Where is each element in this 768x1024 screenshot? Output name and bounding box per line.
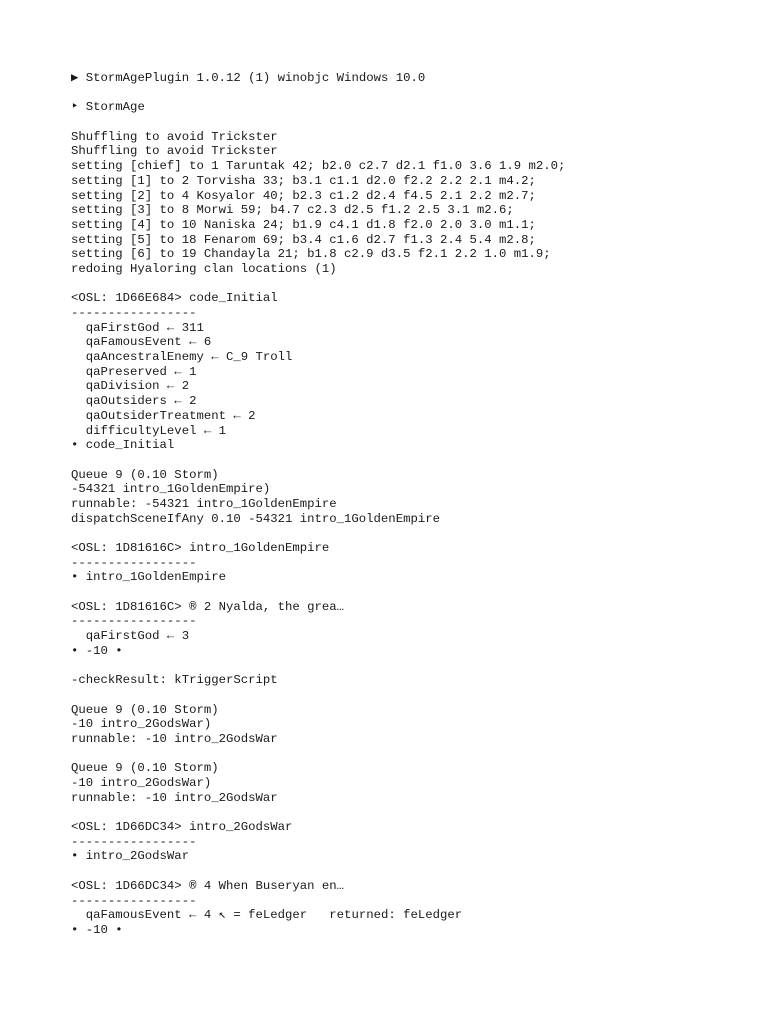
blank-line — [71, 526, 758, 541]
log-line: qaFirstGod ← 311 — [71, 320, 204, 335]
log-line: ----------------- — [71, 893, 197, 908]
blank-line — [71, 86, 758, 101]
blank-line — [71, 747, 758, 762]
blank-line — [71, 805, 758, 820]
log-line: difficultyLevel ← 1 — [71, 423, 226, 438]
log-line: • -10 • — [71, 922, 123, 937]
log-line: setting [6] to 19 Chandayla 21; b1.8 c2.9 d3.5 f2.1 2.2 1.0 m1.9; — [71, 247, 551, 262]
log-line: • intro_2GodsWar — [71, 849, 190, 864]
log-line: Shuffling to avoid Trickster — [71, 129, 278, 144]
log-line: -checkResult: kTriggerScript — [71, 673, 278, 688]
log-line: qaPreserved ← 1 — [71, 364, 197, 379]
log-line: runnable: -10 intro_2GodsWar — [71, 731, 278, 746]
log-line: -54321 intro_1GoldenEmpire) — [71, 482, 271, 497]
log-line: ----------------- — [71, 834, 197, 849]
log-line: • -10 • — [71, 643, 123, 658]
log-line: Shuffling to avoid Trickster — [71, 144, 278, 159]
log-line: runnable: -10 intro_2GodsWar — [71, 790, 278, 805]
log-line: <OSL: 1D66DC34> ® 4 When Buseryan en… — [71, 878, 345, 893]
log-line: redoing Hyaloring clan locations (1) — [71, 261, 337, 276]
log-line: <OSL: 1D81616C> intro_1GoldenEmpire — [71, 541, 330, 555]
log-line: ▶ StormAgePlugin 1.0.12 (1) winobjc Windows 10.0 — [71, 71, 426, 85]
blank-line — [71, 688, 758, 703]
log-line: setting [4] to 10 Naniska 24; b1.9 c4.1 d1.8 f2.0 2.0 3.0 m1.1; — [71, 217, 536, 232]
log-line: <OSL: 1D66DC34> intro_2GodsWar — [71, 820, 293, 835]
log-line: setting [2] to 4 Kosyalor 40; b2.3 c1.2 d2.4 f4.5 2.1 2.2 m2.7; — [71, 188, 536, 203]
log-line: setting [chief] to 1 Taruntak 42; b2.0 c2.7 d2.1 f1.0 3.6 1.9 m2.0; — [71, 159, 566, 174]
log-line: -10 intro_2GodsWar) — [71, 717, 212, 732]
log-line: • code_Initial — [71, 438, 175, 453]
log-line: <OSL: 1D81616C> ® 2 Nyalda, the grea… — [71, 599, 345, 614]
log-line: ----------------- — [71, 555, 197, 570]
log-line: qaAncestralEnemy ← C_9 Troll — [71, 350, 293, 365]
log-line: <OSL: 1D66E684> code_Initial — [71, 291, 278, 306]
log-line: runnable: -54321 intro_1GoldenEmpire — [71, 496, 337, 511]
log-line: Queue 9 (0.10 Storm) — [71, 702, 219, 717]
blank-line — [71, 864, 758, 879]
log-line: ----------------- — [71, 614, 197, 629]
log-line: dispatchSceneIfAny 0.10 -54321 intro_1GoldenEmpire — [71, 511, 440, 526]
log-line: qaFirstGod ← 3 — [71, 629, 190, 644]
log-line: setting [3] to 8 Morwi 59; b4.7 c2.3 d2.5 f1.2 2.5 3.1 m2.6; — [71, 203, 514, 218]
debug-log-text — [71, 71, 758, 938]
log-line: qaFamousEvent ← 4 ↖ = feLedger returned: feLedger — [71, 908, 463, 923]
log-line: qaDivision ← 2 — [71, 379, 190, 394]
log-line: -10 intro_2GodsWar) — [71, 776, 212, 790]
blank-line — [71, 585, 758, 600]
blank-line — [71, 659, 758, 674]
log-line: Queue 9 (0.10 Storm) — [71, 467, 219, 482]
blank-line — [71, 277, 758, 292]
blank-line — [71, 453, 758, 468]
log-line: qaOutsiders ← 2 — [71, 394, 197, 409]
log-line: ----------------- — [71, 306, 197, 320]
log-line: qaFamousEvent ← 6 — [71, 335, 212, 350]
log-line: setting [5] to 18 Fenarom 69; b3.4 c1.6 d2.7 f1.3 2.4 5.4 m2.8; — [71, 232, 536, 247]
log-line: setting [1] to 2 Torvisha 33; b3.1 c1.1 d2.0 f2.2 2.2 2.1 m4.2; — [71, 173, 536, 188]
log-line: ‣ StormAge — [71, 100, 145, 115]
blank-line — [71, 115, 758, 130]
log-line: qaOutsiderTreatment ← 2 — [71, 408, 256, 423]
log-line: Queue 9 (0.10 Storm) — [71, 761, 219, 776]
log-line: • intro_1GoldenEmpire — [71, 570, 226, 585]
